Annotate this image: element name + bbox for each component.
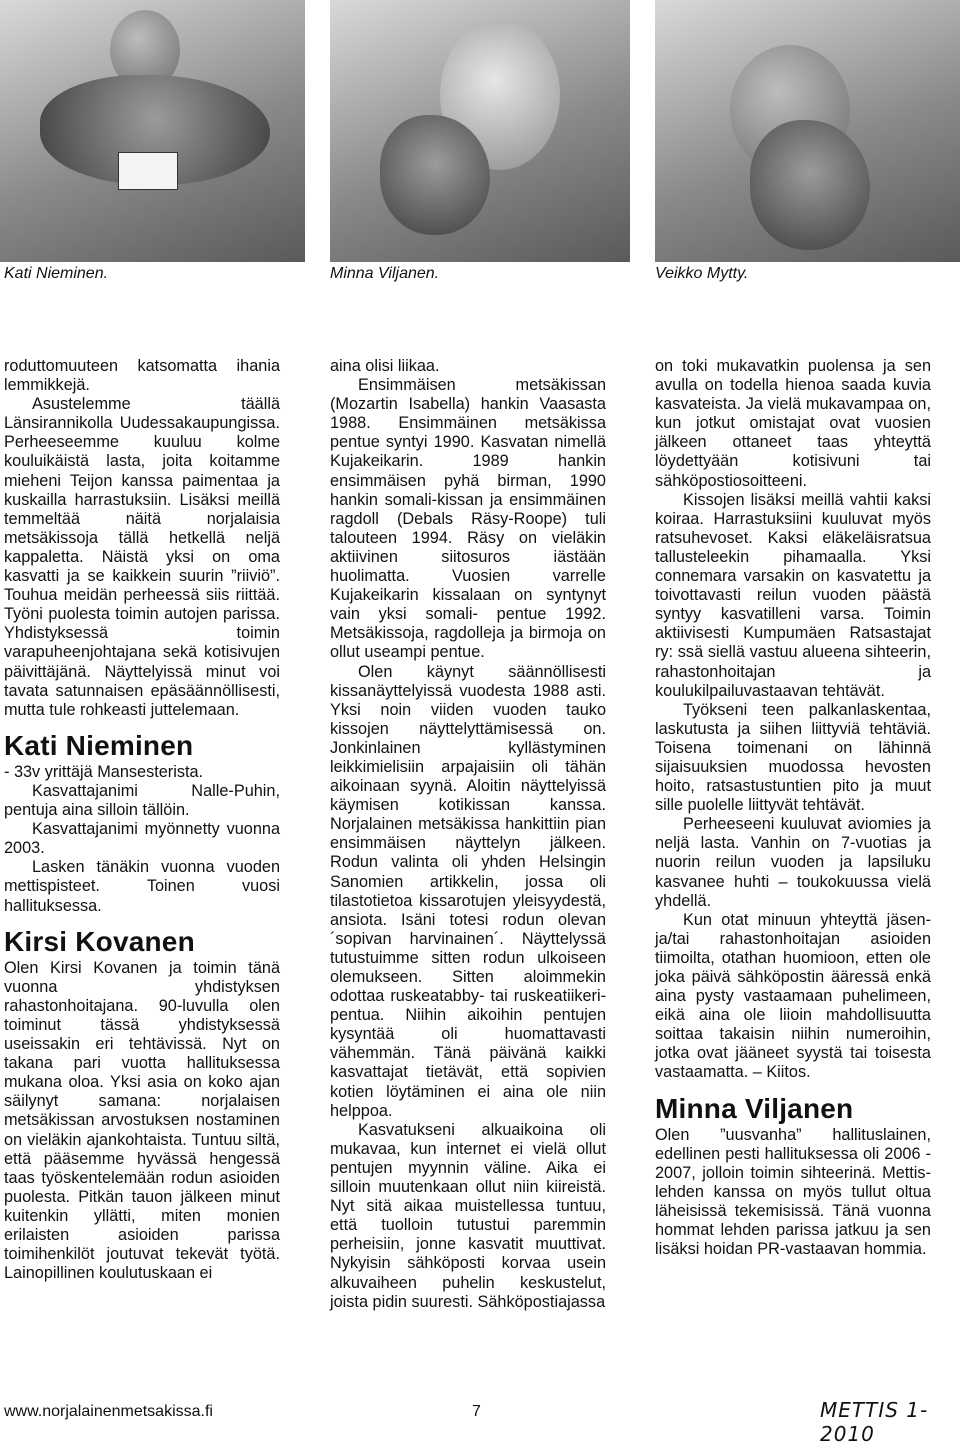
footer-url: www.norjalainenmetsakissa.fi <box>4 1403 213 1420</box>
caption-kati: Kati Nieminen. <box>4 265 109 282</box>
column-2 <box>330 357 606 1312</box>
paragraph: Työkseni teen palkanlaskentaa, laskutusta ja siihen liittyviä tehtäviä. Toisena toimenani on lähinnä sijaisuuksien muodossa hevosten hoito, ratsastustuntien pito ja muut sille puolelle liittyvät tehtävät. <box>655 700 931 815</box>
caption-minna: Minna Viljanen. <box>330 265 440 282</box>
caption-veikko: Veikko Mytty. <box>655 265 749 282</box>
paragraph: Perheeseeni kuuluvat aviomies ja neljä lasta. Vanhin on 7-vuotias ja nuorin reilun vuoden ja lapsiluku kasvanee huhti – toukokuussa vielä yhdellä. <box>655 815 931 910</box>
heading-minna-viljanen: Minna Viljanen <box>655 1092 854 1124</box>
photo-veikko-mytty <box>655 0 960 262</box>
paragraph: Lasken tänäkin vuonna vuoden mettispisteet. Toinen vuosi hallituksessa. <box>4 858 280 915</box>
page-number: 7 <box>472 1403 481 1420</box>
paragraph: Kasvattajanimi Nalle-Puhin, pentuja aina silloin tällöin. <box>4 781 280 820</box>
paragraph: Olen Kirsi Kovanen ja toimin tänä vuonna yhdistyksen rahastonhoitajana. 90-luvulla olen toiminut tässä yhdistyksessä useissakin eri tehtävissä. Nyt on takana pari vuotta hallituksessa mukana oloa. Yksi asia on koko ajan säilynyt samana: norjalaisen metsäkissan arvostuksen nostaminen on vieläkin ajankohtaista. Tuntuu siltä, että pääsemme hyvässä hengessä taas työskentelemään rodun asioiden puolesta. Pitkän tauon jälkeen minut kuitenkin yllätti, miten monien erilaisten asioiden parissa toimihenkilöt joutuvat tekevät työtä. Lainopillinen koulutuskaan ei <box>4 958 280 1283</box>
paragraph: Kasvatukseni alkuaikoina oli mukavaa, kun internet ei vielä ollut pentujen myynnin väline. Aika ei silloin muutenkaan ollut niin kiireistä. Nyt sitä aikaa muistellessa tuntuu, että tuolloin tutustui paremmin perheisiin, jonne kasvatit muuttivat. Nykyisin sähköposti korvaa usein alkuvaiheen puhelin keskustelut, joista pidin suuresti. Sähköpostiajassa <box>330 1120 606 1311</box>
column-1 <box>4 357 280 1283</box>
paragraph: Olen ”uusvanha” hallituslainen, edellinen pesti hallituksessa oli 2006 - 2007, jolloin toimin sihteerinä. Mettis-lehden kanssa on myös tullut oltua läheisissä tekemisissä. Tänä vuonna hommat lehden parissa jatkuu ja sen lisäksi hoidan PR-vastaavan hommia. <box>655 1125 931 1259</box>
heading-kati-nieminen: Kati Nieminen <box>4 729 194 761</box>
paragraph: Kissojen lisäksi meillä vahtii kaksi koiraa. Harrastuksiini kuuluvat myös ratsuhevoset. Kaksi eläkeläisratsua tallusteleekin pihamaalla. Yksi connemara varsakin on kasvatettu ja toivottavasti reilun vuoden päästä syntyy kasvatilleni varsa. Toimin aktiivisesti Kumpumäen Ratsastajat ry: ssä siellä vastuu alueena sihteerin, rahastonhoitajan ja koulukilpailuvastaavan tehtävät. <box>655 490 931 700</box>
paragraph: on toki mukavatkin puolensa ja sen avulla on todella hienoa saada kuvia kasvateista. Ja vielä mukavampaa on, kun jotkut omistajat ovat vuosien jälkeen ottaneet taas yhteyttä löydettyään kotisivuni tai sähköpostiosoitteeni. <box>655 357 931 490</box>
paragraph: aina olisi liikaa. <box>330 357 440 375</box>
paragraph: Ensimmäisen metsäkissan (Mozartin Isabella) hankin Vaasasta 1988. Ensimmäinen metsäkissa pentue syntyi 1990. Kasvatan nimellä Kujakeikarin. 1989 hankin ensimmäisen pyhä birman, 1990 hankin somali-kissan ja ensimmäinen ragdoll (Debals Räsy-Roope) tuli talouteen 1994. Räsy on vieläkin aktiivinen siitosuros iästään huolimatta. Vuosien varrelle Kujakeikarin kissalaan on syntynyt vain yksi somali- pentue 1992. Metsäkissoja, ragdolleja ja birmoja on ollut useampi pentue. <box>330 376 606 662</box>
photo-kati-nieminen <box>0 0 305 262</box>
heading-kirsi-kovanen: Kirsi Kovanen <box>4 925 195 957</box>
paragraph: roduttomuuteen katsomatta ihania lemmikkejä. <box>4 357 280 395</box>
photo-minna-viljanen <box>330 0 630 262</box>
paragraph: Olen käynyt säännöllisesti kissanäyttelyissä vuodesta 1988 asti. Yksi noin viiden vuoden tauko kissojen näyttelyttämisessä on. Jonkinlainen kyllästyminen leikkimielisiin arpajaisiin oli tähän aikoinaan syynä. Aloitin näyttelyissä käymisen kotikissan kanssa. Norjalainen metsäkissa hankittiin pian ensimmäisen näyttelyn jälkeen. Rodun valinta oli yhden Helsingin Sanomien artikkelin, jossa oli tilastotietoa kissarotujen yleisyydestä, ansiota. Isäni totesi rodun olevan ´sopivan harvinainen´. Näyttelyssä tutustuimme sitten rodun ulkoiseen olemukseen. Sitten aloimmekin odottaa ruskeatabby- tai ruskeatiikeri- pentua. Niihin aikoihin pentujen kysyntää oli huomattavasti vähemmän. Tänä päivänä kaikki kasvattajat tietävät, että sopivien kotien löytäminen ei aina ole niin helppoa. <box>330 662 606 1120</box>
paragraph: Kasvattajanimi myönnetty vuonna 2003. <box>4 820 280 858</box>
paragraph: - 33v yrittäjä Mansesterista. <box>4 762 204 781</box>
column-3 <box>655 357 931 1259</box>
paragraph: Asustelemme täällä Länsirannikolla Uudessakaupungissa. Perheeseemme kuuluu kolme kouluikäistä lasta, joita koitamme mieheni Teijon kanssa paimentaa ja kuskailla harrastuksiin. Lisäksi meillä temmeltää näitä norjalaisia metsäkissoja tällä hetkellä neljä kappaletta. Näistä yksi on oma kasvatti ja se kaikkein suurin ”riiviö”. Touhua meidän perheessä siis riittää. Työni puolesta toimin autojen parissa. Yhdistyksessä toimin varapuheenjohtajana sekä kotisivujen päivittäjänä. Näyttelyissä minut voi tavata satunnaisen epäsäännöllisesti, mutta tule rohkeasti juttelemaan. <box>4 395 280 719</box>
magazine-name: METTIS 1-2010 <box>820 1398 929 1446</box>
paragraph: Kun otat minuun yhteyttä jäsen-ja/tai rahastonhoitajan asioiden tiimoilta, otathan huomioon, etten ole joka päivä sähköpostin ääressä enkä aina pysty vastaamaan puhelimeen, eikä aina ole liioin mahdollisuutta soittaa takaisin niihin numeroihin, jotka ovat jääneet syystä tai toisesta vastaamatta. – Kiitos. <box>655 910 931 1082</box>
